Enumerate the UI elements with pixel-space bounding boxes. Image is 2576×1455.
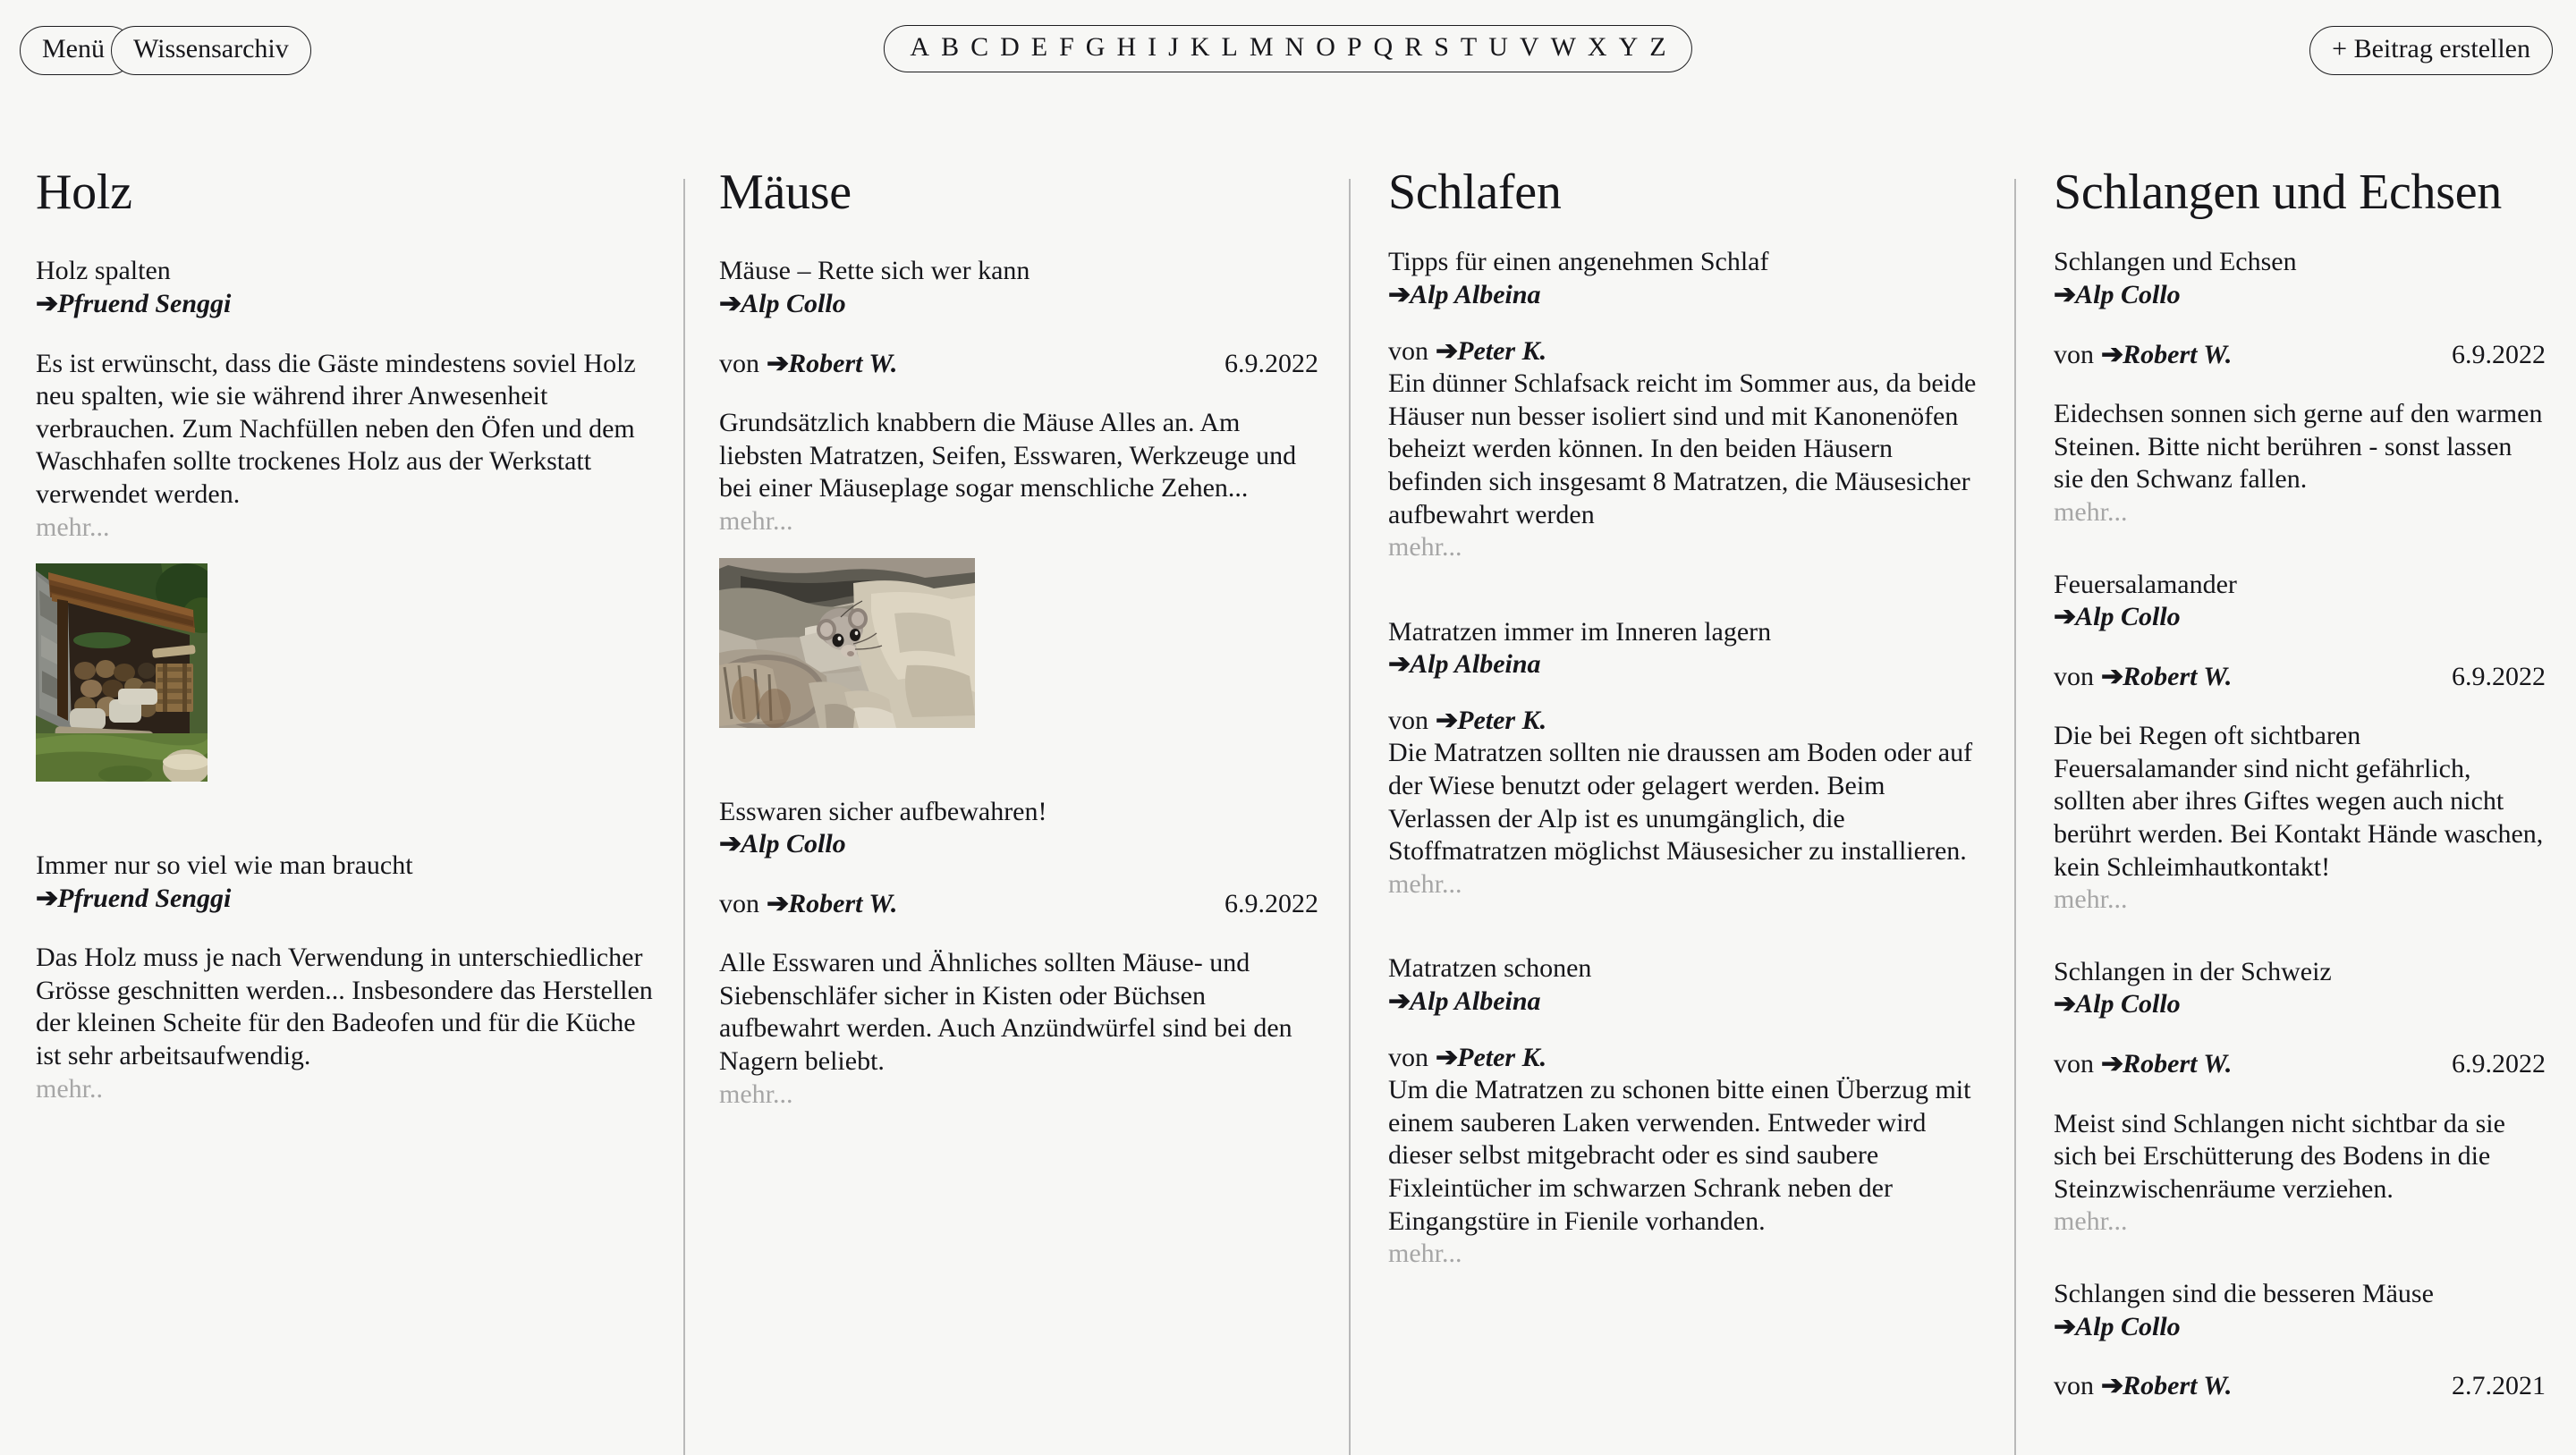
entry-place-label: Alp Collo — [2075, 602, 2181, 632]
entry-date: 2.7.2021 — [2452, 1371, 2546, 1401]
author-link[interactable] — [2101, 1370, 2232, 1403]
entry-meta — [1388, 1042, 1984, 1075]
author-link[interactable] — [767, 888, 897, 921]
alpha-letter-m[interactable]: M — [1249, 32, 1274, 62]
arrow-icon: ➔ — [2101, 661, 2123, 691]
entry-date: 6.9.2022 — [2452, 661, 2546, 691]
entry-matratzen-immer-im-inneren-lagern[interactable] — [1388, 616, 1984, 901]
entry-meta — [1388, 335, 1984, 368]
arrow-icon: ➔ — [1436, 1042, 1458, 1072]
alpha-letter-o[interactable]: O — [1316, 32, 1335, 62]
author-prefix-label: von — [719, 888, 759, 918]
woodshed-photo-graphic — [36, 563, 208, 782]
author-name: Robert W. — [788, 888, 898, 918]
entry-place-label: Alp Collo — [2075, 1311, 2181, 1341]
more-link[interactable]: mehr... — [36, 512, 110, 542]
author-name: Robert W. — [788, 348, 898, 378]
entry-title[interactable]: Esswaren sicher aufbewahren! — [719, 796, 1047, 826]
alpha-letter-y[interactable]: Y — [1618, 32, 1639, 62]
arrow-icon: ➔ — [2054, 602, 2076, 632]
author-link[interactable] — [1436, 1042, 1546, 1075]
author-link[interactable] — [1436, 705, 1546, 738]
arrow-icon: ➔ — [36, 883, 58, 913]
more-link[interactable]: mehr... — [719, 1079, 793, 1109]
alpha-letter-v[interactable]: V — [1519, 32, 1539, 62]
entry-place-label: Alp Albeina — [1410, 986, 1541, 1017]
entry-list-holz — [36, 255, 653, 1105]
more-link[interactable]: mehr... — [2054, 496, 2128, 527]
more-link[interactable]: mehr... — [1388, 868, 1462, 899]
entry-place[interactable] — [36, 883, 653, 916]
entry-place-label: Alp Collo — [2075, 989, 2181, 1019]
entry-place-label: Alp Albeina — [1410, 279, 1541, 309]
arrow-icon: ➔ — [1436, 705, 1458, 735]
column-schlangen-und-echsen — [2014, 106, 2576, 1455]
author-prefix-label: von — [1388, 1042, 1428, 1072]
author-name: Robert W. — [2123, 1371, 2233, 1401]
entry-place[interactable] — [36, 288, 653, 321]
entry-place[interactable] — [2054, 1311, 2546, 1344]
entry-place[interactable] — [2054, 988, 2546, 1021]
alpha-letter-c[interactable]: C — [970, 32, 989, 62]
alpha-letter-d[interactable]: D — [1000, 32, 1020, 62]
alpha-letter-p[interactable]: P — [1346, 32, 1362, 62]
entry-place-label: Alp Collo — [741, 288, 846, 318]
more-link[interactable]: mehr... — [1388, 1239, 1462, 1269]
entry-place[interactable] — [1388, 986, 1984, 1019]
arrow-icon: ➔ — [767, 348, 789, 378]
alpha-letter-j[interactable]: J — [1168, 32, 1179, 62]
arrow-icon: ➔ — [2054, 989, 2076, 1019]
column-title-maeuse: Mäuse — [719, 165, 852, 220]
entry-place[interactable] — [2054, 601, 2546, 634]
entry-gap — [1388, 564, 1984, 616]
author-prefix-label: von — [2054, 1049, 2094, 1079]
entry-body: Alle Esswaren und Ähnliches sollten Mäuse- und Siebenschläfer sicher in Kisten oder Büchsen aufbewahrt werden. Auch Anzündwürfel sind bei den Nagern beliebt. — [719, 948, 1292, 1077]
more-link[interactable]: mehr.. — [36, 1073, 103, 1104]
alpha-letter-x[interactable]: X — [1587, 32, 1607, 62]
entry-meta — [2054, 339, 2546, 372]
alpha-letter-i[interactable]: I — [1148, 32, 1157, 62]
entry-schlangen-sind-die-besseren-maeuse[interactable] — [2054, 1278, 2546, 1403]
arrow-icon: ➔ — [1388, 279, 1411, 309]
alpha-letter-e[interactable]: E — [1030, 32, 1048, 62]
arrow-icon: ➔ — [719, 829, 741, 859]
author-name: Peter K. — [1457, 705, 1547, 735]
arrow-icon: ➔ — [1388, 986, 1411, 1017]
entry-gap — [36, 782, 653, 850]
top-navigation-bar — [0, 0, 2576, 106]
entry-place-label: Alp Albeina — [1410, 649, 1541, 680]
author-prefix-label: von — [719, 348, 759, 378]
entry-place[interactable] — [2054, 279, 2546, 312]
entry-date: 6.9.2022 — [2452, 339, 2546, 369]
alpha-letter-t[interactable]: T — [1460, 32, 1478, 62]
arrow-icon: ➔ — [36, 288, 58, 318]
alpha-letter-f[interactable]: F — [1059, 32, 1074, 62]
arrow-icon: ➔ — [2054, 279, 2076, 309]
entry-place-label: Alp Collo — [741, 829, 846, 859]
more-link[interactable]: mehr... — [2054, 1206, 2128, 1237]
entry-body: Grundsätzlich knabbern die Mäuse Alles an. Am liebsten Matratzen, Seifen, Esswaren, Werkzeuge und bei einer Mäuseplage sogar menschliche Zehen... — [719, 408, 1297, 503]
column-title-holz: Holz — [36, 165, 132, 220]
entry-gap — [2054, 917, 2546, 956]
author-prefix-label: von — [2054, 1371, 2094, 1401]
entry-title[interactable]: Feuersalamander — [2054, 569, 2237, 599]
author-prefix-label: von — [2054, 339, 2094, 369]
more-link[interactable]: mehr... — [2054, 884, 2128, 915]
entry-meta — [1388, 705, 1984, 738]
alpha-letter-r[interactable]: R — [1404, 32, 1423, 62]
entry-place[interactable] — [1388, 279, 1984, 312]
alphabet-pill — [884, 25, 1692, 72]
entry-body: Meist sind Schlangen nicht sichtbar da sie sich bei Erschütterung des Bodens in die Steinzwischenräume verziehen. — [2054, 1108, 2505, 1204]
author-name: Peter K. — [1457, 1042, 1547, 1072]
entry-schlangen-und-echsen[interactable] — [2054, 246, 2546, 529]
author-prefix-label: von — [2054, 661, 2094, 691]
entry-place[interactable] — [719, 828, 1318, 861]
breadcrumb — [20, 26, 311, 75]
dormouse-photo[interactable] — [719, 558, 975, 728]
author-name: Robert W. — [2123, 1049, 2233, 1079]
arrow-icon: ➔ — [767, 888, 789, 918]
entry-holz-spalten[interactable] — [36, 255, 653, 782]
entry-title[interactable]: Mäuse – Rette sich wer kann — [719, 256, 1030, 286]
entry-gap — [719, 728, 1318, 796]
entry-title[interactable]: Immer nur so viel wie man braucht — [36, 850, 413, 881]
entry-body: Die Matratzen sollten nie draussen am Boden oder auf der Wiese benutzt oder gelagert werden. Beim Verlassen der Alp ist es unumgänglich, die Stoffmatratzen möglichst Mäusesicher zu installieren. — [1388, 738, 1973, 867]
entry-title[interactable]: Matratzen schonen — [1388, 953, 1592, 984]
menu-button[interactable]: Menü — [20, 26, 134, 75]
entry-maeuse-rette-sich-wer-kann[interactable] — [719, 255, 1318, 727]
header-actions — [2309, 26, 2553, 75]
column-title-schlafen: Schlafen — [1388, 165, 1562, 220]
author-prefix-label: von — [1388, 705, 1428, 735]
column-title-schlangen-und-echsen: Schlangen und Echsen — [2054, 165, 2502, 220]
entry-date: 6.9.2022 — [1224, 348, 1318, 378]
entry-place[interactable] — [719, 288, 1318, 321]
entry-title[interactable]: Holz spalten — [36, 256, 171, 286]
entry-meta — [2054, 1370, 2546, 1403]
entry-gap — [2054, 1239, 2546, 1278]
entry-body: Um die Matratzen zu schonen bitte einen Überzug mit einem sauberen Laken verwenden. Entweder wird dieser selbst mitgebracht oder es sind saubere Fixleintücher im schwarzen Schrank neben der Eingangstüre in Fienile vorhanden. — [1388, 1075, 1971, 1236]
entry-body: Das Holz muss je nach Verwendung in unterschiedlicher Grösse geschnitten werden... Insbesondere das Herstellen der kleinen Scheite für den Badeofen und für die Küche ist sehr arbeitsaufwendig. — [36, 943, 653, 1071]
alpha-letter-k[interactable]: K — [1190, 32, 1210, 62]
entry-title[interactable]: Schlangen in der Schweiz — [2054, 956, 2332, 986]
column-holz — [0, 106, 683, 1455]
arrow-icon: ➔ — [2054, 1311, 2076, 1341]
entry-meta — [719, 888, 1318, 921]
entry-meta — [2054, 1048, 2546, 1081]
column-maeuse — [683, 106, 1349, 1455]
entry-title[interactable]: Tipps für einen angenehmen Schlaf — [1388, 247, 1769, 277]
entry-esswaren-sicher-aufbewahren[interactable] — [719, 796, 1318, 1112]
alpha-letter-q[interactable]: Q — [1373, 32, 1394, 62]
alpha-letter-h[interactable]: H — [1116, 32, 1137, 62]
alpha-letter-a[interactable]: A — [910, 32, 930, 62]
arrow-icon: ➔ — [1388, 649, 1411, 680]
entry-gap — [1388, 901, 1984, 952]
entry-place[interactable] — [1388, 648, 1984, 681]
entry-body: Ein dünner Schlafsack reicht im Sommer aus, da beide Häuser nun besser isoliert sind und mit Kanonenöfen beheizt werden können. In den beiden Häusern befinden sich insgesamt 8 Matratzen, die Mäusesicher aufbewahrt werden — [1388, 368, 1977, 529]
alpha-letter-z[interactable]: Z — [1649, 32, 1666, 62]
more-link[interactable]: mehr... — [719, 505, 793, 536]
entry-place-label: Alp Collo — [2075, 279, 2181, 309]
entry-place-label: Pfruend Senggi — [57, 883, 232, 913]
entry-tipps-fuer-einen-angenehmen-schlaf[interactable] — [1388, 246, 1984, 563]
entry-date: 6.9.2022 — [1224, 888, 1318, 918]
alpha-letter-g[interactable]: G — [1085, 32, 1106, 62]
entry-title[interactable]: Matratzen immer im Inneren lagern — [1388, 616, 1772, 647]
entry-matratzen-schonen[interactable] — [1388, 952, 1984, 1270]
author-name: Peter K. — [1457, 335, 1547, 366]
alpha-letter-s[interactable]: S — [1434, 32, 1449, 62]
alpha-letter-l[interactable]: L — [1221, 32, 1238, 62]
alpha-letter-b[interactable]: B — [941, 32, 960, 62]
arrow-icon: ➔ — [2101, 1371, 2123, 1401]
author-link[interactable] — [2101, 339, 2232, 372]
author-prefix-label: von — [1388, 335, 1428, 366]
arrow-icon: ➔ — [1436, 335, 1458, 366]
column-schlafen — [1349, 106, 2014, 1455]
alpha-letter-w[interactable]: W — [1550, 32, 1576, 62]
knowledge-columns — [0, 106, 2576, 1455]
create-post-button[interactable]: + Beitrag erstellen — [2309, 26, 2553, 75]
entry-date: 6.9.2022 — [2452, 1049, 2546, 1079]
entry-gap — [2054, 529, 2546, 569]
author-name: Robert W. — [2123, 339, 2233, 369]
author-name: Robert W. — [2123, 661, 2233, 691]
alpha-letter-n[interactable]: N — [1284, 32, 1305, 62]
entry-body: Die bei Regen oft sichtbaren Feuersalamander sind nicht gefährlich, sollten aber ihres Giftes wegen auch nicht berührt werden. Bei Kontakt Hände waschen, kein Schleimhautkontakt! — [2054, 721, 2544, 882]
arrow-icon: ➔ — [2101, 339, 2123, 369]
entry-place-label: Pfruend Senggi — [57, 288, 232, 318]
alphabet-filter — [884, 25, 1692, 72]
entry-title[interactable]: Schlangen sind die besseren Mäuse — [2054, 1279, 2434, 1309]
alpha-letter-u[interactable]: U — [1488, 32, 1508, 62]
woodshed-photo[interactable] — [36, 563, 208, 782]
dormouse-photo-graphic — [719, 558, 975, 728]
arrow-icon: ➔ — [2101, 1049, 2123, 1079]
entry-list-schlangen-und-echsen — [2054, 246, 2546, 1402]
author-link[interactable] — [767, 348, 897, 381]
arrow-icon: ➔ — [719, 288, 741, 318]
entry-meta — [719, 348, 1318, 381]
entry-body: Eidechsen sonnen sich gerne auf den warmen Steinen. Bitte nicht berühren - sonst lassen sie den Schwanz fallen. — [2054, 399, 2543, 495]
entry-list-schlafen — [1388, 246, 1984, 1270]
entry-schlangen-in-der-schweiz[interactable] — [2054, 956, 2546, 1239]
entry-immer-nur-so-viel[interactable] — [36, 850, 653, 1105]
entry-title[interactable]: Schlangen und Echsen — [2054, 247, 2297, 277]
author-link[interactable] — [2101, 1048, 2232, 1081]
entry-body: Es ist erwünscht, dass die Gäste mindestens soviel Holz neu spalten, wie sie während ihrer Anwesenheit verbrauchen. Zum Nachfüllen neben den Öfen und dem Waschhafen sollte trockenes Holz aus der Werkstatt verwendet werden. — [36, 348, 636, 509]
entry-list-maeuse — [719, 255, 1318, 1111]
more-link[interactable]: mehr... — [1388, 532, 1462, 563]
wissensarchiv-button[interactable]: Wissensarchiv — [111, 26, 311, 75]
entry-feuersalamander[interactable] — [2054, 569, 2546, 917]
author-link[interactable] — [1436, 335, 1546, 368]
author-link[interactable] — [2101, 661, 2232, 694]
entry-meta — [2054, 661, 2546, 694]
